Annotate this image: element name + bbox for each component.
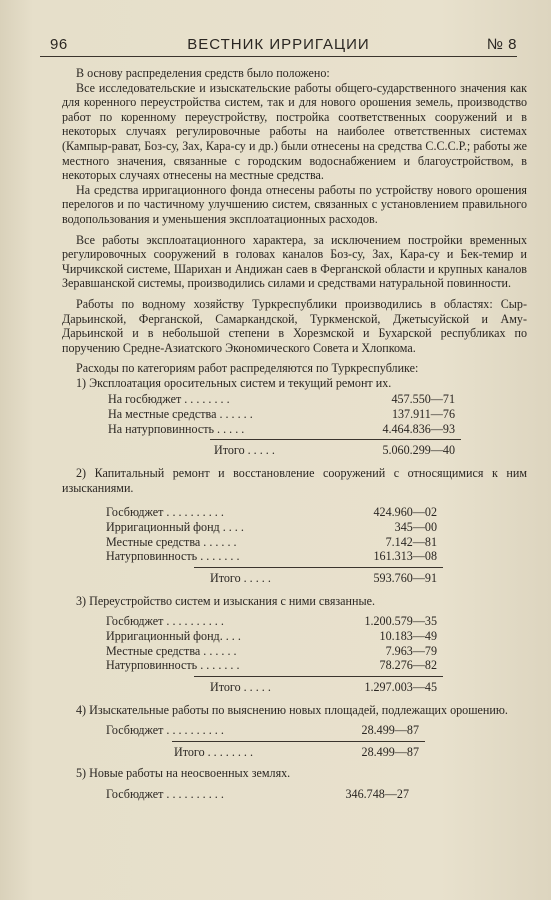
row-value: 137.911—76 (391, 407, 455, 422)
section-heading: 3) Переустройство систем и изыскания с ними связанные. (76, 593, 376, 608)
row-value: 7.963—79 (385, 643, 437, 658)
expense-table-2 (62, 505, 527, 585)
table-row (62, 614, 527, 629)
section-heading: 5) Новые работы на неосвоенных землях. (76, 765, 291, 780)
table-row (62, 520, 527, 535)
paragraph: Расходы по категориям работ распределяются по Туркреспублике: (76, 361, 419, 376)
table-row (62, 658, 527, 673)
table-row (62, 787, 527, 802)
expense-table-3 (62, 614, 527, 694)
table-row (62, 505, 527, 520)
section-heading: 2) Капитальный ремонт и восстановление сооружений с относящимися к ним изысканиями. (62, 466, 527, 495)
row-label: Ирригационный фонд. . . . (106, 629, 241, 643)
running-header (40, 36, 517, 57)
table-row (62, 422, 527, 437)
row-value: 1.200.579—35 (364, 614, 437, 629)
total-value: 5.060.299—40 (382, 443, 455, 458)
expense-table-5 (62, 787, 527, 802)
table-row (62, 629, 527, 644)
total-label: Итого . . . . . (214, 443, 275, 458)
total-row (62, 571, 527, 586)
row-value: 346.748—27 (345, 786, 409, 801)
row-value: 28.499—87 (361, 723, 419, 738)
row-label: Местные средства . . . . . . (106, 534, 237, 549)
table-row (62, 549, 527, 564)
total-row (62, 680, 527, 695)
row-label: Госбюджет . . . . . . . . . . (106, 614, 224, 629)
row-value: 424.960—02 (373, 505, 437, 520)
row-value: 345—00 (394, 520, 437, 535)
row-label: На госбюджет . . . . . . . . (108, 392, 230, 407)
row-label: Ирригационный фонд . . . . (106, 520, 244, 535)
row-label: Госбюджет . . . . . . . . . . (106, 723, 224, 738)
paragraph: Работы по водному хозяйству Туркреспублики производились в областях: Сыр-Дарьинской, Ферганской, Самаркандской, Туркменской, Джетысуйской и Аму-Дарьинской и в небольшой степени в Хорезмской и Бухарской республиках по поручению Средне-Азиатского Экономического Совета и Хлопкома. (62, 296, 527, 355)
row-label: Госбюджет . . . . . . . . . . (106, 505, 224, 520)
total-label: Итого . . . . . (210, 679, 271, 694)
sum-rule (194, 567, 443, 568)
row-value: 161.313—08 (373, 549, 437, 564)
total-label: Итого . . . . . (210, 570, 271, 585)
sum-rule (194, 676, 443, 677)
table-row (62, 723, 527, 738)
expense-table-1 (62, 392, 527, 458)
page-number: 96 (50, 36, 68, 53)
paragraph: Все исследовательские и изыскательские работы общего-сударственного значения как для коренного переустройства систем, так и для нового орошения земель, производство работ по коренному переустройству, постройка соответственных сооружений и в некоторых случаях регулировочные работы на наиболее ответственных системах (Кампыр-рават, Боз-су, Зах, Кара-су и др.) были отнесены на средства С.С.С.Р.; работы же местного значения, связанные с городским водоснабжением и благоустройством, в некоторых случаях отнесены на местные средства. (62, 80, 527, 183)
section-heading: 1) Эксплоатация оросительных систем и текущий ремонт их. (76, 375, 392, 390)
total-row (62, 443, 527, 458)
total-value: 28.499—87 (361, 744, 419, 759)
row-value: 4.464.836—93 (382, 421, 455, 436)
table-row (62, 392, 527, 407)
table-row (62, 407, 527, 422)
table-row (62, 535, 527, 550)
paragraph: На средства ирригационного фонда отнесены работы по устройству нового орошения перелогов и по частичному улучшению систем, связанных с установлением правильного водопользования и уменьшения эксплоатационных расходов. (62, 182, 527, 226)
row-label: Госбюджет . . . . . . . . . . (106, 786, 224, 801)
total-value: 593.760—91 (373, 570, 437, 585)
journal-title: ВЕСТНИК ИРРИГАЦИИ (187, 36, 370, 53)
row-value: 10.183—49 (379, 629, 437, 643)
row-value: 78.276—82 (379, 658, 437, 673)
total-value: 1.297.003—45 (364, 679, 437, 694)
total-label: Итого . . . . . . . . (174, 744, 253, 759)
expense-table-4 (62, 723, 527, 760)
paragraph: В основу распределения средств было положено: (76, 66, 330, 80)
row-label: На местные средства . . . . . . (108, 407, 253, 422)
row-value: 7.142—81 (385, 534, 437, 549)
row-label: Натурповинность . . . . . . . (106, 658, 240, 673)
row-label: Натурповинность . . . . . . . (106, 549, 240, 564)
total-row (62, 745, 527, 760)
sum-rule (210, 439, 461, 440)
section-heading: 4) Изыскательные работы по выяснению новых площадей, подлежащих орошению. (76, 702, 508, 717)
row-value: 457.550—71 (391, 392, 455, 407)
article-body (62, 66, 527, 801)
sum-rule (172, 741, 425, 742)
paragraph: Все работы эксплоатационного характера, за исключением постройки временных регулировочных сооружений в головах каналов Боз-су, Зах, Кара-су и Бек-темир и Чирчикской системе, Шарихан и Андижан саев в Ферганской области и крупных каналов Зеравшанской системы, производились силами и средствами натуральной повинности. (62, 232, 527, 291)
row-label: На натурповинность . . . . . (108, 421, 245, 436)
table-row (62, 644, 527, 659)
issue-number: № 8 (486, 36, 517, 53)
row-label: Местные средства . . . . . . (106, 643, 237, 658)
